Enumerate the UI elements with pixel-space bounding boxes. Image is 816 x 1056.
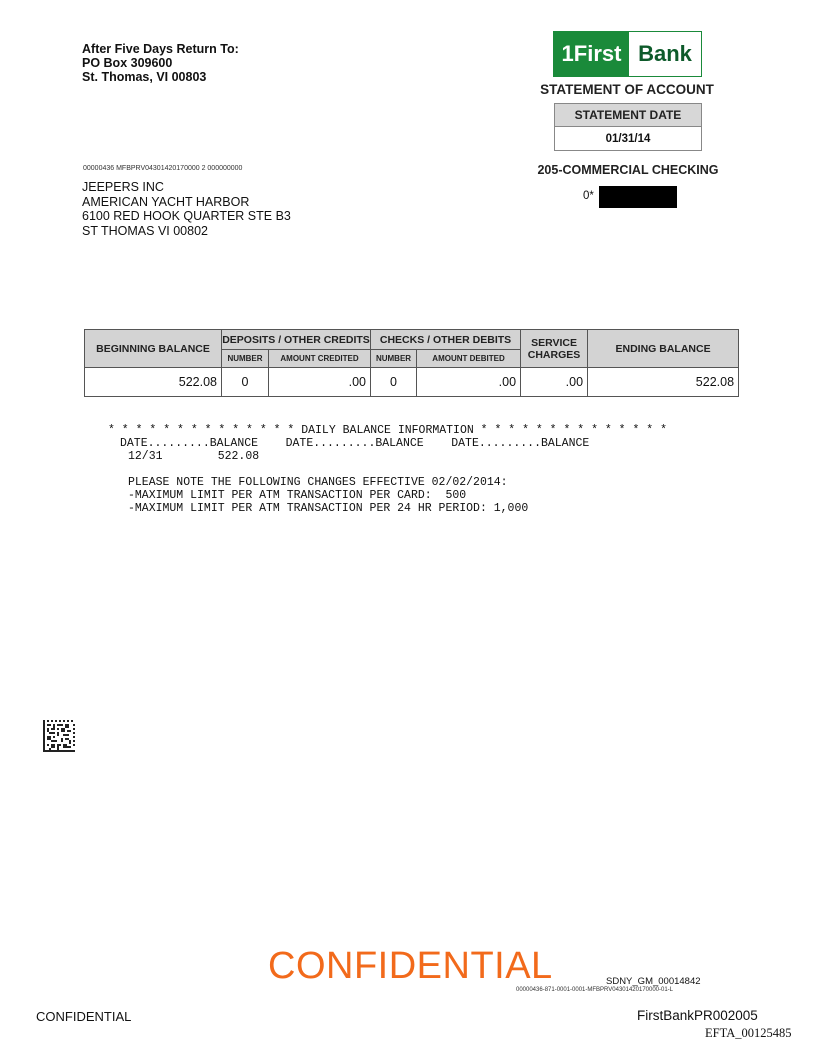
statement-date-value: 01/31/14 [605,133,651,145]
amount-credited-header: AMOUNT CREDITED [269,350,371,368]
daily-balance-header: * * * * * * * * * * * * * * DAILY BALANCE INFORMATION * * * * * * * * * * * * * * [108,424,667,437]
efta-number: EFTA_00125485 [705,1026,792,1040]
account-summary-table [84,329,739,397]
deposit-number-header: NUMBER [222,350,269,368]
mailing-address-line: JEEPERS INC [82,180,164,194]
mailing-address-line: 6100 RED HOOK QUARTER STE B3 [82,209,291,223]
beginning-balance-header: BEGINNING BALANCE [85,330,222,368]
return-address [82,42,239,84]
statement-date-label: STATEMENT DATE [555,104,701,127]
statement-heading: STATEMENT OF ACCOUNT [540,82,714,97]
account-type: 205-COMMERCIAL CHECKING [537,163,719,177]
logo-first: 1First [554,32,629,76]
routing-line: 00000436 MFBPRV04301420170000 2 000000000 [83,165,243,172]
notice-line: -MAXIMUM LIMIT PER ATM TRANSACTION PER CARD: 500 [128,489,467,502]
footer-code-line: 00000436-871-0001-0001-MFBPRV04301420170000-01-L [516,987,674,993]
service-charges-header: SERVICE CHARGES [521,330,588,368]
ending-balance-header: ENDING BALANCE [588,330,739,368]
mailing-address-line: AMERICAN YACHT HARBOR [82,194,250,209]
deposits-header: DEPOSITS / OTHER CREDITS [222,330,371,350]
check-number-value: 0 [371,368,417,397]
footer-confidential-label: CONFIDENTIAL [36,1009,132,1024]
notice-block [128,476,528,515]
return-address-line: PO Box 309600 [82,56,173,70]
barcode-icon [43,720,75,752]
statement-date-box [554,103,702,151]
ending-balance-value: 522.08 [588,368,739,397]
amount-debited-header: AMOUNT DEBITED [417,350,521,368]
footer-bates-label: FirstBankPR002005 [637,1008,758,1023]
account-number-prefix: 0* [583,190,594,202]
bates-number-small: SDNY_GM_00014842 [606,976,701,987]
beginning-balance-value: 522.08 [85,368,222,397]
mailing-address [82,180,291,238]
redaction-block [599,186,677,208]
amount-credited-value: .00 [269,368,371,397]
bank-logo [553,31,702,77]
confidential-stamp: CONFIDENTIAL [268,945,553,987]
notice-line: -MAXIMUM LIMIT PER ATM TRANSACTION PER 24 HR PERIOD: 1,000 [128,502,529,515]
logo-bank: Bank [629,32,701,76]
checks-header: CHECKS / OTHER DEBITS [371,330,521,350]
daily-balance-columns: DATE.........BALANCE DATE.........BALANCE DATE.........BALANCE [120,437,590,450]
return-address-line: After Five Days Return To: [82,42,239,56]
deposit-number-value: 0 [222,368,269,397]
notice-line: PLEASE NOTE THE FOLLOWING CHANGES EFFECTIVE 02/02/2014: [128,476,508,489]
mailing-address-line: ST THOMAS VI 00802 [82,223,208,238]
table-row [85,368,739,397]
daily-balance-row: 12/31 522.08 [128,450,260,463]
amount-debited-value: .00 [417,368,521,397]
return-address-line: St. Thomas, VI 00803 [82,70,207,84]
service-charges-value: .00 [521,368,588,397]
check-number-header: NUMBER [371,350,417,368]
